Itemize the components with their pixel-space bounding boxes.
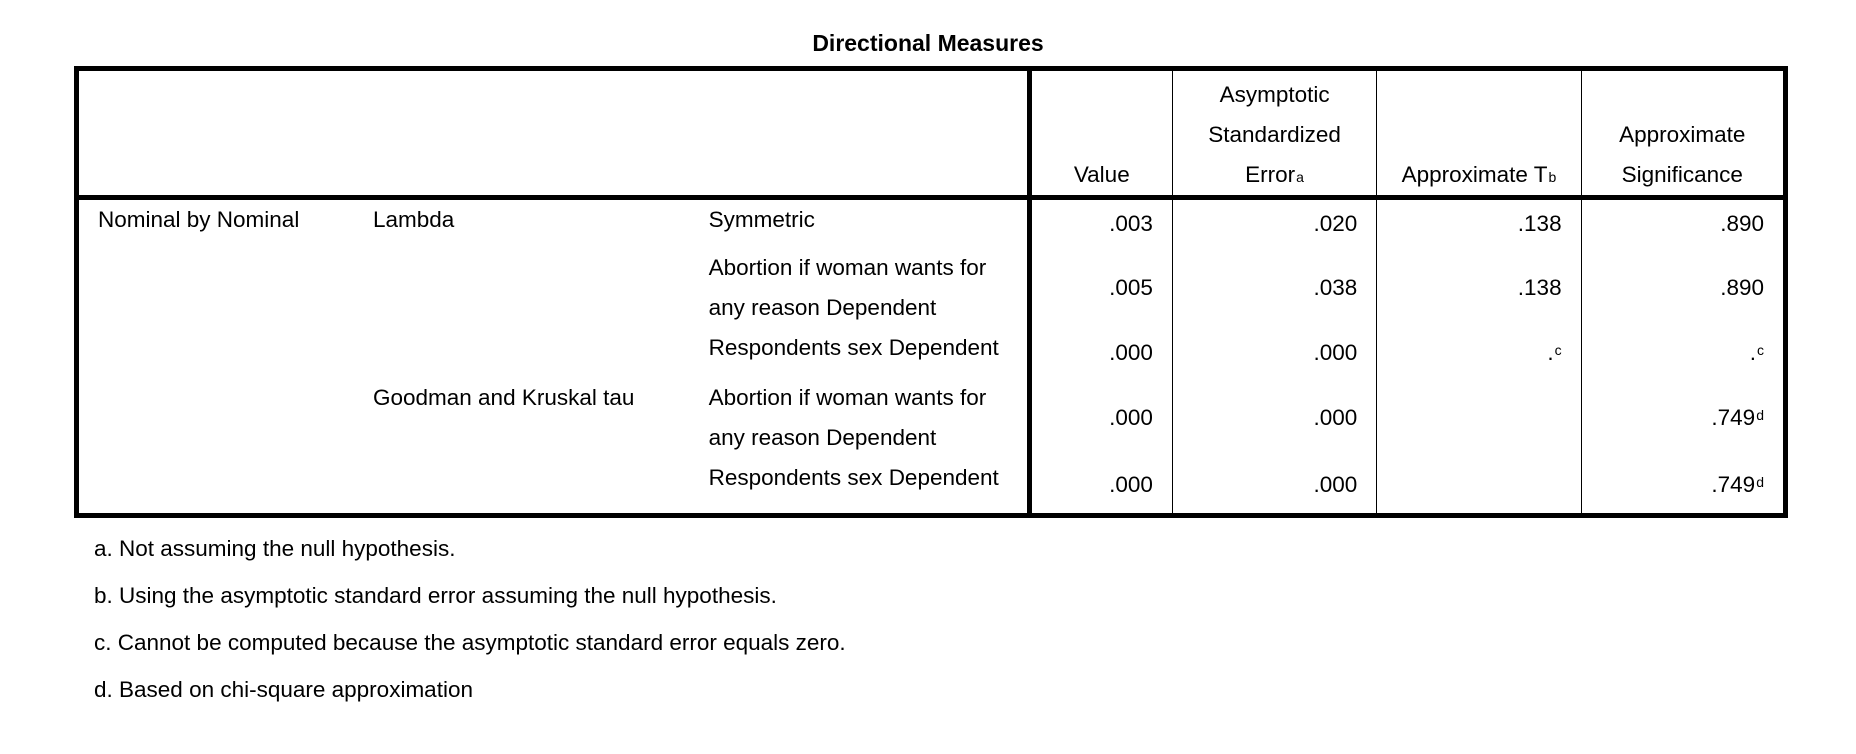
footnote-marker: c <box>1757 341 1764 358</box>
footnote-marker: c <box>1554 341 1562 358</box>
table-row <box>77 198 1786 248</box>
measure-label-lambda: Lambda <box>372 207 455 232</box>
directional-measures-table <box>74 66 1788 518</box>
significance-cell: .890 <box>1581 198 1785 248</box>
header-approximate-t: Approximate T$^b$ <box>1377 69 1581 198</box>
ase-cell: .020 <box>1172 198 1376 248</box>
row-label: Abortion if woman wants for any reason Dependent <box>708 254 987 320</box>
header-blank <box>354 69 695 198</box>
value-cell: .000 <box>1029 378 1172 458</box>
group-label: Nominal by Nominal <box>98 207 300 232</box>
approx-t-cell: .$^c$ <box>1377 328 1581 378</box>
approx-t-cell <box>1377 378 1581 458</box>
approx-t-cell <box>1377 458 1581 516</box>
table-title: Directional Measures <box>812 30 1044 56</box>
ase-cell: .000 <box>1172 458 1376 516</box>
footnote: a. Not assuming the null hypothesis. <box>94 536 456 561</box>
header-blank <box>77 69 354 198</box>
footnote: c. Cannot be computed because the asymptotic standard error equals zero. <box>94 630 846 655</box>
measure-label-goodman-kruskal-tau: Goodman and Kruskal tau <box>372 384 635 410</box>
footnote: b. Using the asymptotic standard error assuming the null hypothesis. <box>94 583 777 608</box>
value-cell: .000 <box>1029 328 1172 378</box>
ase-cell: .038 <box>1172 248 1376 328</box>
significance-cell: .749$^d$ <box>1581 458 1785 516</box>
significance-cell: .749$^d$ <box>1581 378 1785 458</box>
footnote-marker: a <box>1296 169 1304 185</box>
row-label: Symmetric <box>708 207 815 232</box>
approx-t-cell: .138 <box>1377 248 1581 328</box>
header-value: Value <box>1029 69 1172 198</box>
value-cell: .005 <box>1029 248 1172 328</box>
footnote-marker: d <box>1756 474 1764 491</box>
value-cell: .000 <box>1029 458 1172 516</box>
header-approximate-significance: Approximate Significance <box>1581 69 1785 198</box>
row-label: Abortion if woman wants for any reason Dependent <box>708 384 987 450</box>
footnote-marker: d <box>1756 406 1764 423</box>
ase-cell: .000 <box>1172 378 1376 458</box>
row-label: Respondents sex Dependent <box>708 334 999 360</box>
significance-cell: .$^c$ <box>1581 328 1785 378</box>
header-row <box>77 69 1786 198</box>
row-label: Respondents sex Dependent <box>708 464 999 490</box>
significance-cell: .890 <box>1581 248 1785 328</box>
header-blank <box>695 69 1030 198</box>
footnotes <box>94 534 846 722</box>
approx-t-cell: .138 <box>1377 198 1581 248</box>
ase-cell: .000 <box>1172 328 1376 378</box>
value-cell: .003 <box>1029 198 1172 248</box>
header-asymptotic-standardized-error: Asymptotic Standardized Error$^a$ <box>1172 69 1376 198</box>
footnote: d. Based on chi-square approximation <box>94 677 473 702</box>
footnote-marker: b <box>1548 169 1557 185</box>
